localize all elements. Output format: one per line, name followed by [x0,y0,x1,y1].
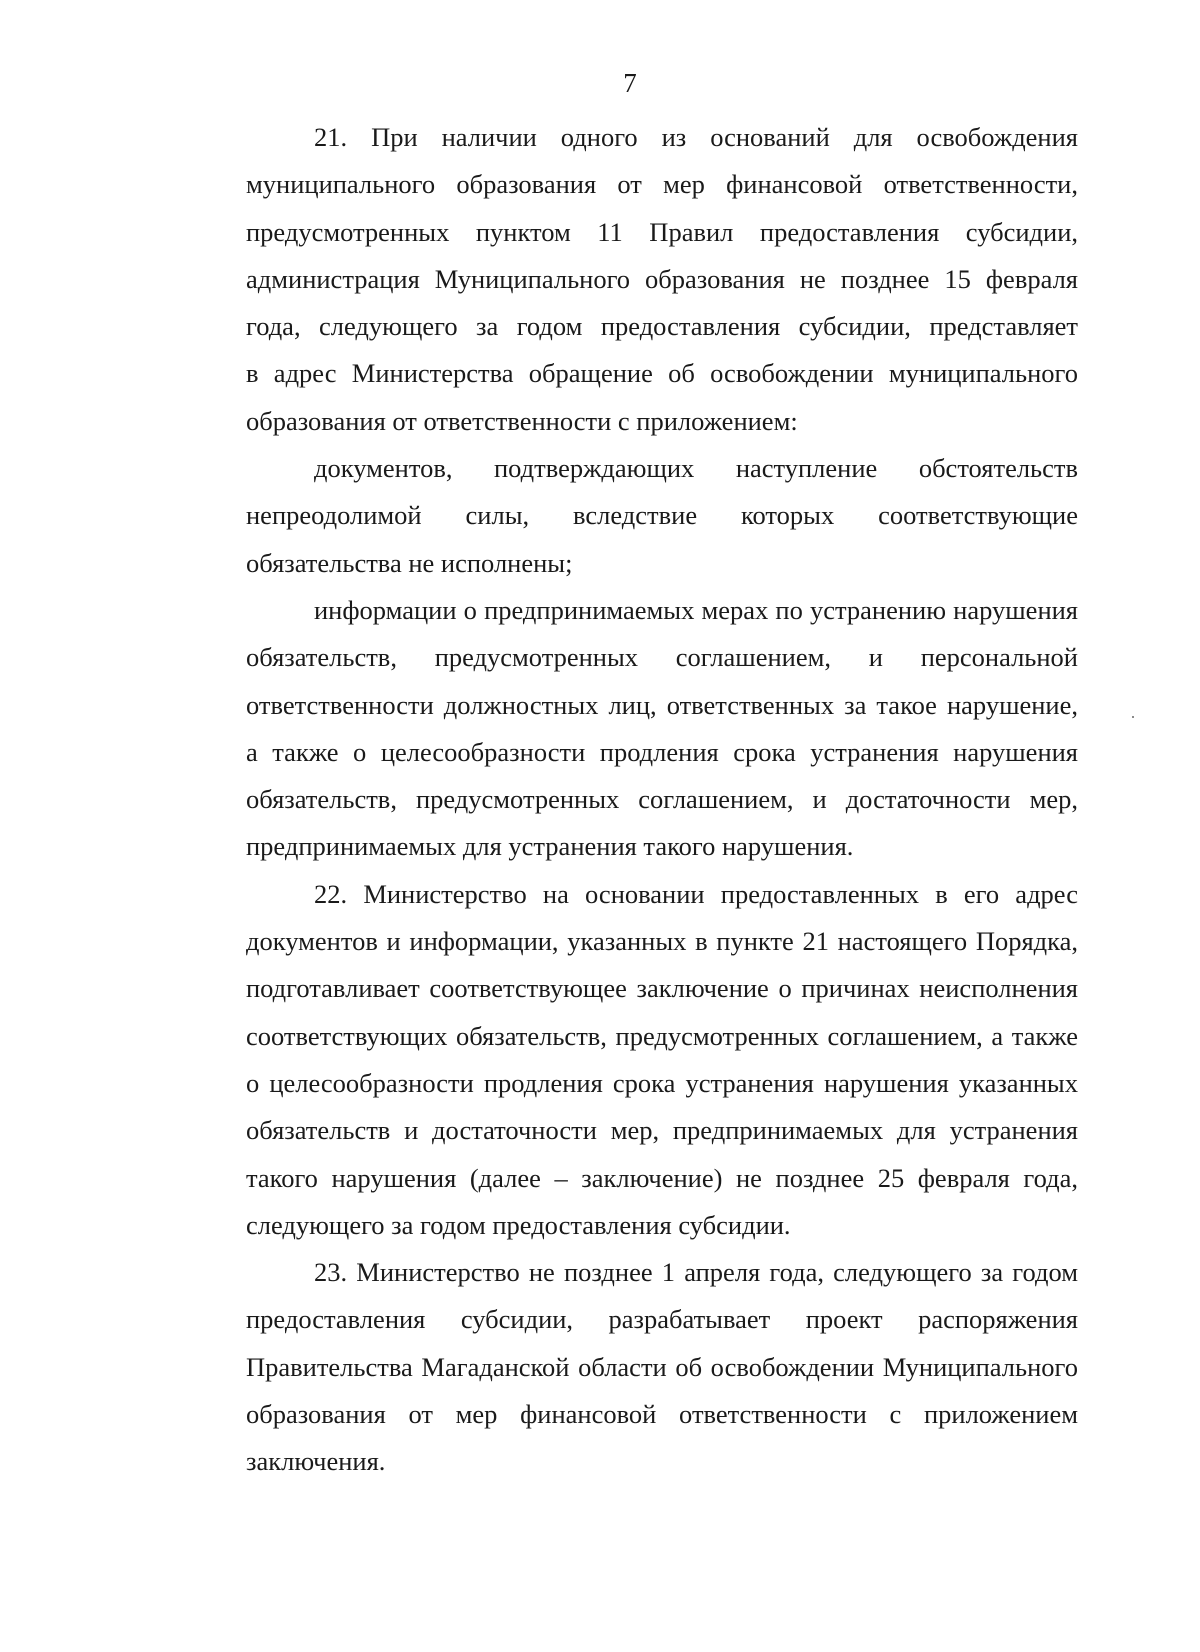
text-line: следующего за годом предоставления субсидии. [246,1209,791,1240]
text-line: документов, подтверждающих наступление обстоятельств [314,453,1078,484]
text-line: образования от ответственности с приложением: [246,405,798,436]
text-line: о целесообразности продления срока устранения нарушения указанных [246,1067,1078,1098]
text-line: администрация Муниципального образования не позднее 15 февраля [246,263,1078,294]
text-line: подготавливает соответствующее заключение о причинах неисполнения [246,973,1078,1004]
text-line: предпринимаемых для устранения такого нарушения. [246,831,854,862]
text-line: обязательств, предусмотренных соглашением, и достаточности мер, [246,784,1078,815]
document-body [178,114,1078,1486]
text-line: информации о предпринимаемых мерах по устранению нарушения [314,594,1078,625]
text-line: муниципального образования от мер финансовой ответственности, [246,169,1078,200]
text-line: 22. Министерство на основании предоставленных в его адрес [314,878,1078,909]
text-line: такого нарушения (далее – заключение) не позднее 25 февраля года, [246,1162,1078,1193]
text-line: обязательства не исполнены; [246,547,573,578]
text-line: Правительства Магаданской области об освобождении Муниципального [246,1351,1078,1382]
text-line: ответственности должностных лиц, ответственных за такое нарушение, [246,689,1078,720]
text-line: в адрес Министерства обращение об освобождении муниципального [246,358,1078,389]
text-line: а также о целесообразности продления срока устранения нарушения [246,736,1078,767]
paragraph-23 [178,1249,1078,1485]
paragraph-information-item [178,587,1078,871]
text-line: 23. Министерство не позднее 1 апреля года, следующего за годом [314,1257,1078,1288]
text-line: образования от мер финансовой ответственности с приложением [246,1399,1078,1430]
text-line: года, следующего за годом предоставления субсидии, представляет [246,311,1078,342]
paragraph-21 [178,114,1078,445]
scan-speck [1132,716,1134,718]
text-line: заключения. [246,1446,386,1477]
text-line: обязательств, предусмотренных соглашением, и персональной [246,642,1078,673]
text-line: непреодолимой силы, вследствие которых соответствующие [246,500,1078,531]
paragraph-documents-item [178,445,1078,587]
text-line: обязательств и достаточности мер, предпринимаемых для устранения [246,1115,1078,1146]
page-number: 7 [623,68,637,98]
text-line: 21. При наличии одного из оснований для освобождения [314,122,1078,152]
text-line: предусмотренных пунктом 11 Правил предоставления субсидии, [246,216,1078,247]
paragraph-22 [178,871,1078,1249]
text-line: соответствующих обязательств, предусмотренных соглашением, а также [246,1020,1078,1051]
text-line: предоставления субсидии, разрабатывает проект распоряжения [246,1304,1078,1335]
text-line: документов и информации, указанных в пункте 21 настоящего Порядка, [246,926,1078,957]
